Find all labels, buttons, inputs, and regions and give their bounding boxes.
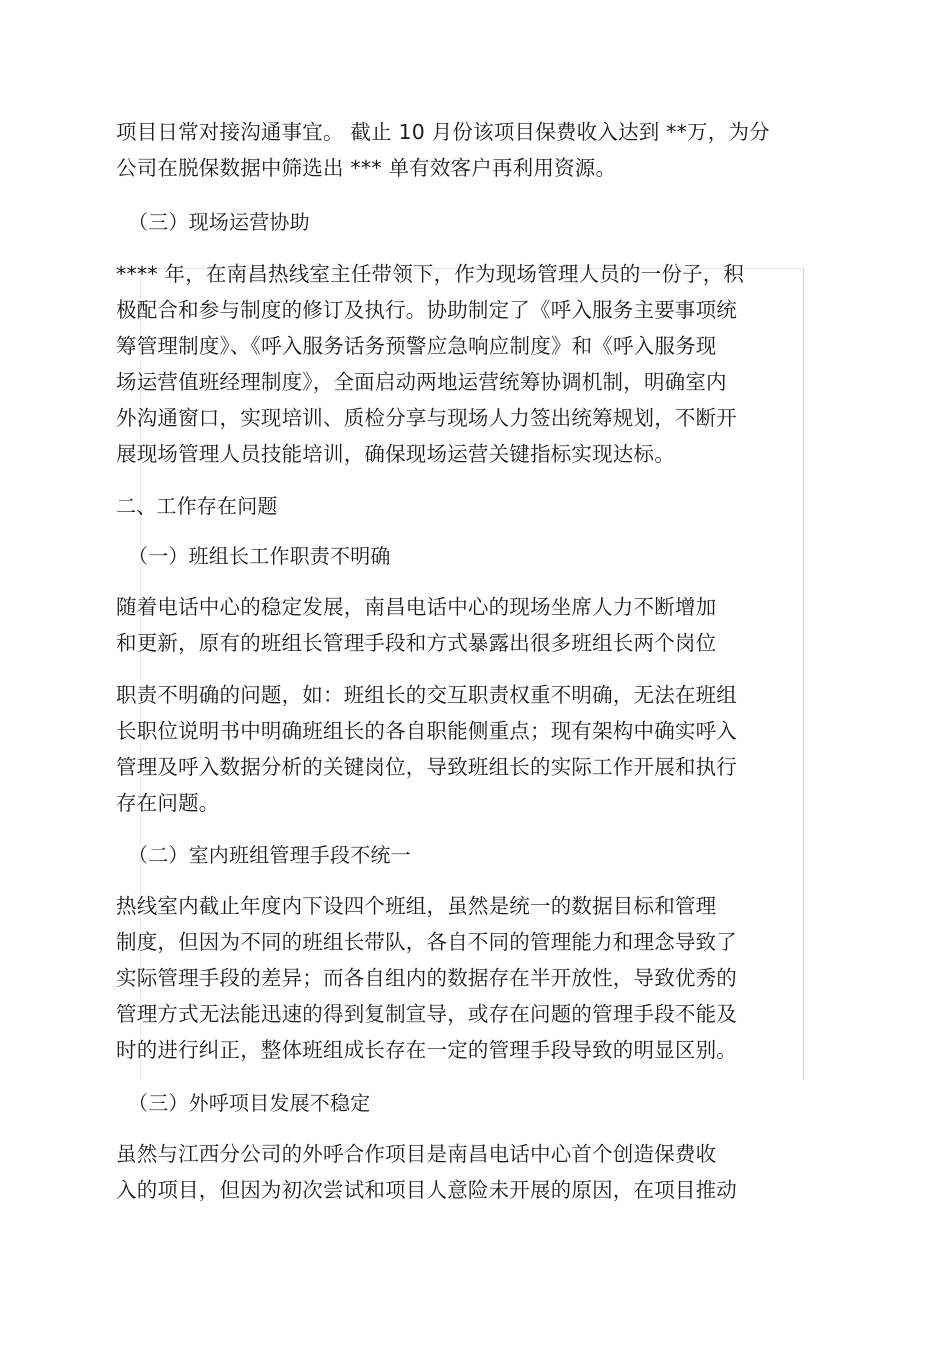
body-text-line: 制度，但因为不同的班组长带队，各自不同的管理能力和理念导致了: [116, 930, 737, 954]
body-text-line: 和更新，原有的班组长管理手段和方式暴露出很多班组长两个岗位: [116, 631, 717, 655]
body-text-line: 场运营值班经理制度》，全面启动两地运营统筹协调机制，明确室内: [116, 370, 727, 394]
body-text-line: 随着电话中心的稳定发展，南昌电话中心的现场坐席人力不断增加: [116, 595, 717, 619]
body-text-line: 展现场管理人员技能培训，确保现场运营关键指标实现达标。: [116, 442, 675, 466]
body-text-line: 公司在脱保数据中筛选出 *** 单有效客户再利用资源。: [116, 156, 617, 180]
body-text-line: 虽然与江西分公司的外呼合作项目是南昌电话中心首个创造保费收: [116, 1142, 717, 1166]
section-heading: （三）现场运营协助: [128, 210, 310, 234]
body-text-line: 存在问题。: [116, 791, 220, 815]
section-heading: （三）外呼项目发展不稳定: [128, 1091, 371, 1115]
body-text-line: 职责不明确的问题，如：班组长的交互职责权重不明确，无法在班组: [116, 683, 737, 707]
body-text-line: 筹管理制度》、《呼入服务话务预警应急响应制度》和《呼入服务现: [116, 334, 717, 358]
body-text-line: 时的进行纠正，整体班组成长存在一定的管理手段导致的明显区别。: [116, 1038, 737, 1062]
body-text-line: 极配合和参与制度的修订及执行。协助制定了《呼入服务主要事项统: [116, 298, 737, 322]
scan-frame-right: [803, 268, 804, 1080]
body-text-line: 项目日常对接沟通事宜。 截止 10 月份该项目保费收入达到 **万，为分: [116, 120, 770, 144]
body-text-line: 管理及呼入数据分析的关键岗位，导致班组长的实际工作开展和执行: [116, 755, 737, 779]
body-text-line: **** 年，在南昌热线室主任带领下，作为现场管理人员的一份子，积: [116, 262, 745, 286]
section-heading: （一）班组长工作职责不明确: [128, 544, 391, 568]
body-text-line: 热线室内截止年度内下设四个班组，虽然是统一的数据目标和管理: [116, 894, 717, 918]
body-text-line: 外沟通窗口，实现培训、质检分享与现场人力签出统筹规划，不断开: [116, 406, 737, 430]
body-text-line: 管理方式无法能迅速的得到复制宣导，或存在问题的管理手段不能及: [116, 1002, 737, 1026]
body-text-line: 实际管理手段的差异；而各自组内的数据存在半开放性，导致优秀的: [116, 966, 737, 990]
chapter-heading: 二、工作存在问题: [116, 494, 278, 518]
body-text-line: 长职位说明书中明确班组长的各自职能侧重点；现有架构中确实呼入: [116, 719, 737, 743]
section-heading: （二）室内班组管理手段不统一: [128, 843, 411, 867]
body-text-line: 入的项目，但因为初次尝试和项目人意险未开展的原因，在项目推动: [116, 1178, 737, 1202]
